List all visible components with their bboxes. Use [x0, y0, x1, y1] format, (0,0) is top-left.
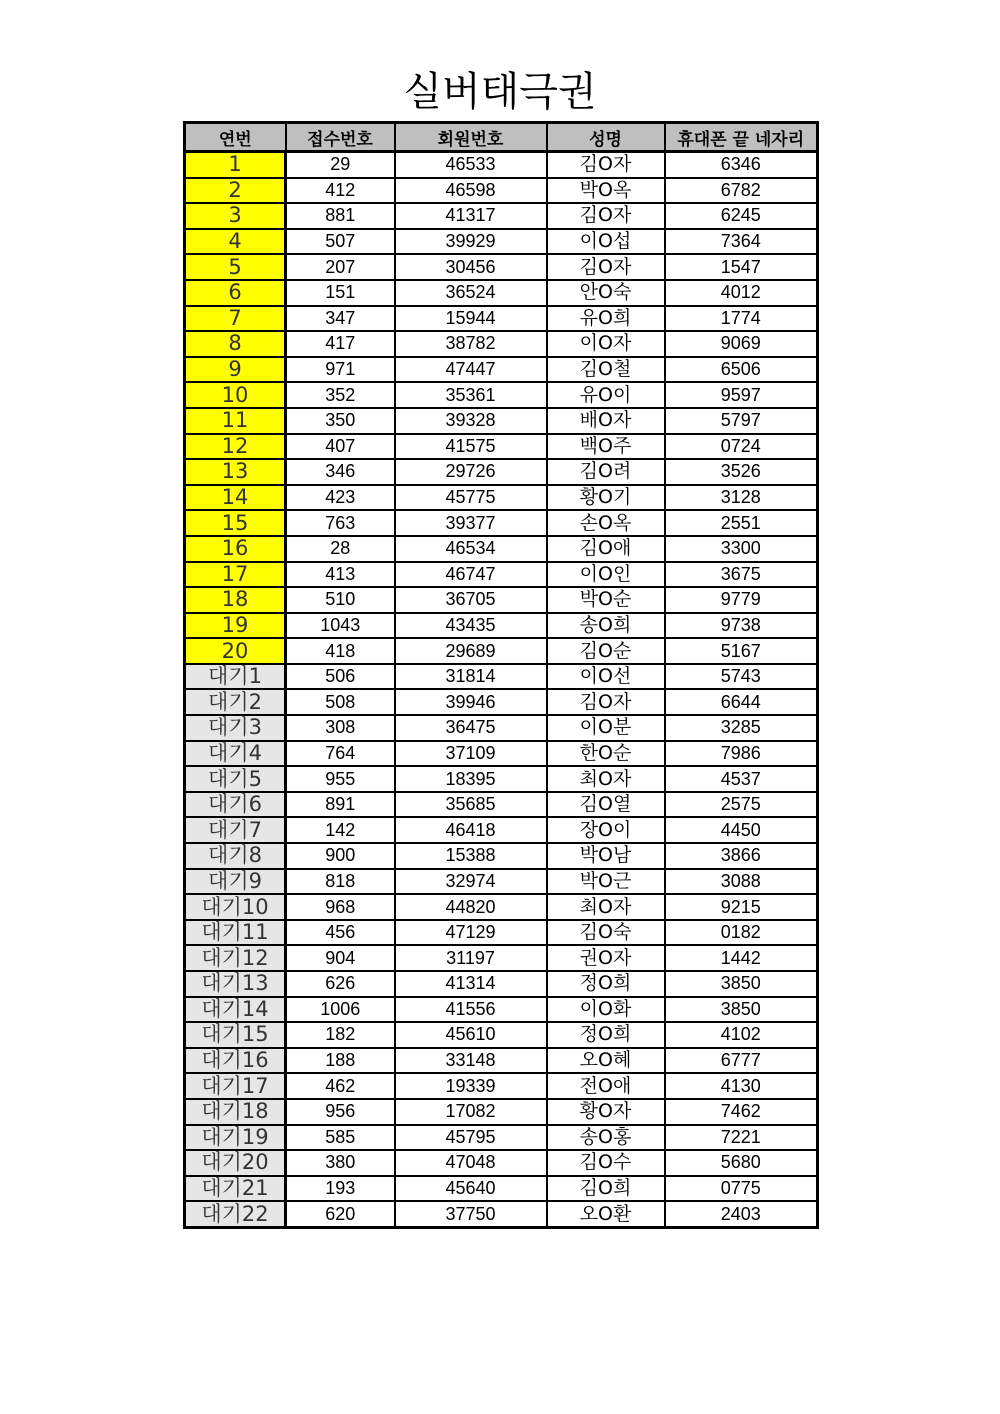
- cell-member-number: 41314: [395, 971, 547, 997]
- cell-seq: 16: [185, 536, 286, 562]
- cell-receipt-number: 352: [286, 382, 395, 408]
- cell-name: 박O순: [547, 587, 665, 613]
- cell-phone-last4: 3675: [665, 562, 818, 588]
- cell-receipt-number: 456: [286, 920, 395, 946]
- cell-receipt-number: 955: [286, 766, 395, 792]
- cell-seq: 13: [185, 459, 286, 485]
- cell-member-number: 47447: [395, 357, 547, 383]
- cell-name: 김O자: [547, 152, 665, 178]
- cell-seq: 대기14: [185, 997, 286, 1023]
- cell-receipt-number: 763: [286, 510, 395, 536]
- cell-name: 이O자: [547, 331, 665, 357]
- cell-name: 이O선: [547, 664, 665, 690]
- cell-phone-last4: 6346: [665, 152, 818, 178]
- cell-member-number: 39929: [395, 229, 547, 255]
- table-row: [185, 152, 818, 178]
- table-row: [185, 203, 818, 229]
- cell-receipt-number: 142: [286, 817, 395, 843]
- cell-name: 김O수: [547, 1150, 665, 1176]
- cell-name: 김O숙: [547, 920, 665, 946]
- table-row: [185, 536, 818, 562]
- cell-seq: 대기5: [185, 766, 286, 792]
- cell-phone-last4: 5680: [665, 1150, 818, 1176]
- cell-receipt-number: 29: [286, 152, 395, 178]
- cell-phone-last4: 2575: [665, 792, 818, 818]
- cell-member-number: 46747: [395, 562, 547, 588]
- cell-receipt-number: 1043: [286, 613, 395, 639]
- cell-phone-last4: 7364: [665, 229, 818, 255]
- cell-seq: 대기4: [185, 741, 286, 767]
- cell-name: 박O옥: [547, 178, 665, 204]
- cell-seq: 8: [185, 331, 286, 357]
- cell-name: 유O희: [547, 306, 665, 332]
- cell-receipt-number: 182: [286, 1022, 395, 1048]
- cell-receipt-number: 462: [286, 1073, 395, 1099]
- cell-member-number: 37109: [395, 741, 547, 767]
- cell-member-number: 43435: [395, 613, 547, 639]
- table-row: [185, 459, 818, 485]
- cell-seq: 대기9: [185, 869, 286, 895]
- cell-member-number: 45610: [395, 1022, 547, 1048]
- cell-name: 김O자: [547, 203, 665, 229]
- cell-member-number: 36524: [395, 280, 547, 306]
- cell-receipt-number: 417: [286, 331, 395, 357]
- cell-name: 오O혜: [547, 1048, 665, 1074]
- table-row: [185, 1201, 818, 1227]
- cell-name: 박O근: [547, 869, 665, 895]
- table-row: [185, 1022, 818, 1048]
- cell-phone-last4: 7986: [665, 741, 818, 767]
- cell-phone-last4: 1547: [665, 254, 818, 280]
- cell-seq: 대기17: [185, 1073, 286, 1099]
- table-row: [185, 1150, 818, 1176]
- cell-seq: 5: [185, 254, 286, 280]
- cell-seq: 대기22: [185, 1201, 286, 1227]
- cell-member-number: 39328: [395, 408, 547, 434]
- cell-phone-last4: 5797: [665, 408, 818, 434]
- cell-name: 김O자: [547, 254, 665, 280]
- cell-member-number: 31197: [395, 945, 547, 971]
- table-row: [185, 434, 818, 460]
- cell-name: 최O자: [547, 894, 665, 920]
- cell-seq: 대기15: [185, 1022, 286, 1048]
- table-row: [185, 894, 818, 920]
- cell-name: 김O순: [547, 638, 665, 664]
- table-row: [185, 971, 818, 997]
- cell-seq: 15: [185, 510, 286, 536]
- cell-name: 김O자: [547, 689, 665, 715]
- cell-receipt-number: 620: [286, 1201, 395, 1227]
- table-row: [185, 1048, 818, 1074]
- cell-seq: 4: [185, 229, 286, 255]
- cell-member-number: 39377: [395, 510, 547, 536]
- cell-seq: 대기2: [185, 689, 286, 715]
- cell-seq: 6: [185, 280, 286, 306]
- cell-member-number: 45795: [395, 1125, 547, 1151]
- cell-member-number: 19339: [395, 1073, 547, 1099]
- cell-member-number: 36705: [395, 587, 547, 613]
- cell-member-number: 15944: [395, 306, 547, 332]
- cell-phone-last4: 6506: [665, 357, 818, 383]
- cell-seq: 대기20: [185, 1150, 286, 1176]
- cell-phone-last4: 2403: [665, 1201, 818, 1227]
- cell-seq: 10: [185, 382, 286, 408]
- cell-receipt-number: 308: [286, 715, 395, 741]
- table-row: [185, 254, 818, 280]
- table-row: [185, 613, 818, 639]
- table-row: [185, 1099, 818, 1125]
- cell-name: 김O열: [547, 792, 665, 818]
- cell-receipt-number: 508: [286, 689, 395, 715]
- cell-receipt-number: 207: [286, 254, 395, 280]
- cell-receipt-number: 418: [286, 638, 395, 664]
- cell-receipt-number: 506: [286, 664, 395, 690]
- cell-name: 정O희: [547, 1022, 665, 1048]
- cell-receipt-number: 151: [286, 280, 395, 306]
- cell-phone-last4: 0724: [665, 434, 818, 460]
- cell-name: 최O자: [547, 766, 665, 792]
- cell-name: 이O분: [547, 715, 665, 741]
- header-row: [185, 123, 818, 152]
- cell-phone-last4: 6782: [665, 178, 818, 204]
- cell-seq: 대기12: [185, 945, 286, 971]
- table-header: [185, 123, 818, 152]
- cell-member-number: 32974: [395, 869, 547, 895]
- cell-member-number: 41575: [395, 434, 547, 460]
- cell-receipt-number: 818: [286, 869, 395, 895]
- cell-member-number: 17082: [395, 1099, 547, 1125]
- table-row: [185, 869, 818, 895]
- cell-member-number: 15388: [395, 843, 547, 869]
- cell-receipt-number: 968: [286, 894, 395, 920]
- table-row: [185, 766, 818, 792]
- cell-member-number: 37750: [395, 1201, 547, 1227]
- cell-seq: 20: [185, 638, 286, 664]
- cell-member-number: 46534: [395, 536, 547, 562]
- cell-receipt-number: 423: [286, 485, 395, 511]
- cell-member-number: 29726: [395, 459, 547, 485]
- cell-seq: 18: [185, 587, 286, 613]
- cell-receipt-number: 900: [286, 843, 395, 869]
- table-row: [185, 945, 818, 971]
- cell-member-number: 29689: [395, 638, 547, 664]
- cell-receipt-number: 413: [286, 562, 395, 588]
- cell-receipt-number: 346: [286, 459, 395, 485]
- cell-phone-last4: 4450: [665, 817, 818, 843]
- cell-phone-last4: 5167: [665, 638, 818, 664]
- cell-receipt-number: 510: [286, 587, 395, 613]
- cell-receipt-number: 891: [286, 792, 395, 818]
- cell-seq: 19: [185, 613, 286, 639]
- cell-seq: 12: [185, 434, 286, 460]
- cell-name: 안O숙: [547, 280, 665, 306]
- table-row: [185, 229, 818, 255]
- table-row: [185, 689, 818, 715]
- cell-seq: 대기8: [185, 843, 286, 869]
- cell-receipt-number: 28: [286, 536, 395, 562]
- cell-seq: 대기11: [185, 920, 286, 946]
- cell-seq: 9: [185, 357, 286, 383]
- header-phone-last4: 휴대폰 끝 네자리: [665, 123, 818, 152]
- cell-seq: 대기18: [185, 1099, 286, 1125]
- cell-phone-last4: 9069: [665, 331, 818, 357]
- cell-seq: 17: [185, 562, 286, 588]
- cell-phone-last4: 1774: [665, 306, 818, 332]
- table-row: [185, 280, 818, 306]
- cell-phone-last4: 3850: [665, 971, 818, 997]
- cell-name: 배O자: [547, 408, 665, 434]
- cell-member-number: 47048: [395, 1150, 547, 1176]
- cell-phone-last4: 4537: [665, 766, 818, 792]
- cell-receipt-number: 347: [286, 306, 395, 332]
- cell-phone-last4: 9779: [665, 587, 818, 613]
- cell-member-number: 46418: [395, 817, 547, 843]
- cell-phone-last4: 3300: [665, 536, 818, 562]
- cell-name: 이O섭: [547, 229, 665, 255]
- cell-seq: 대기6: [185, 792, 286, 818]
- cell-member-number: 36475: [395, 715, 547, 741]
- table-row: [185, 715, 818, 741]
- cell-phone-last4: 4102: [665, 1022, 818, 1048]
- cell-name: 황O기: [547, 485, 665, 511]
- cell-member-number: 44820: [395, 894, 547, 920]
- table-row: [185, 1125, 818, 1151]
- cell-member-number: 30456: [395, 254, 547, 280]
- cell-phone-last4: 3285: [665, 715, 818, 741]
- cell-phone-last4: 3088: [665, 869, 818, 895]
- cell-receipt-number: 188: [286, 1048, 395, 1074]
- cell-member-number: 45775: [395, 485, 547, 511]
- table-row: [185, 843, 818, 869]
- cell-receipt-number: 380: [286, 1150, 395, 1176]
- cell-receipt-number: 956: [286, 1099, 395, 1125]
- cell-phone-last4: 9738: [665, 613, 818, 639]
- header-seq: 연번: [185, 123, 286, 152]
- cell-member-number: 47129: [395, 920, 547, 946]
- cell-seq: 대기3: [185, 715, 286, 741]
- cell-phone-last4: 4012: [665, 280, 818, 306]
- cell-name: 정O희: [547, 971, 665, 997]
- cell-name: 김O희: [547, 1176, 665, 1202]
- cell-phone-last4: 9215: [665, 894, 818, 920]
- cell-seq: 대기13: [185, 971, 286, 997]
- cell-receipt-number: 193: [286, 1176, 395, 1202]
- table-row: [185, 587, 818, 613]
- table-row: [185, 792, 818, 818]
- header-name: 성명: [547, 123, 665, 152]
- cell-receipt-number: 350: [286, 408, 395, 434]
- table-row: [185, 741, 818, 767]
- cell-phone-last4: 6777: [665, 1048, 818, 1074]
- cell-receipt-number: 626: [286, 971, 395, 997]
- cell-seq: 1: [185, 152, 286, 178]
- cell-phone-last4: 0182: [665, 920, 818, 946]
- cell-seq: 대기10: [185, 894, 286, 920]
- cell-name: 박O남: [547, 843, 665, 869]
- cell-name: 전O애: [547, 1073, 665, 1099]
- header-receipt-number: 접수번호: [286, 123, 395, 152]
- cell-name: 김O려: [547, 459, 665, 485]
- cell-seq: 2: [185, 178, 286, 204]
- cell-seq: 대기21: [185, 1176, 286, 1202]
- cell-member-number: 35361: [395, 382, 547, 408]
- cell-phone-last4: 4130: [665, 1073, 818, 1099]
- roster-table: [183, 121, 819, 1229]
- cell-seq: 대기16: [185, 1048, 286, 1074]
- cell-phone-last4: 9597: [665, 382, 818, 408]
- cell-receipt-number: 585: [286, 1125, 395, 1151]
- table-row: [185, 408, 818, 434]
- cell-member-number: 39946: [395, 689, 547, 715]
- cell-name: 김O애: [547, 536, 665, 562]
- table-row: [185, 485, 818, 511]
- cell-receipt-number: 1006: [286, 997, 395, 1023]
- cell-member-number: 31814: [395, 664, 547, 690]
- cell-name: 송O홍: [547, 1125, 665, 1151]
- cell-phone-last4: 0775: [665, 1176, 818, 1202]
- cell-receipt-number: 407: [286, 434, 395, 460]
- cell-seq: 11: [185, 408, 286, 434]
- cell-name: 백O주: [547, 434, 665, 460]
- cell-phone-last4: 6245: [665, 203, 818, 229]
- cell-phone-last4: 5743: [665, 664, 818, 690]
- cell-seq: 3: [185, 203, 286, 229]
- cell-seq: 7: [185, 306, 286, 332]
- cell-phone-last4: 2551: [665, 510, 818, 536]
- cell-member-number: 41556: [395, 997, 547, 1023]
- cell-receipt-number: 881: [286, 203, 395, 229]
- cell-name: 장O이: [547, 817, 665, 843]
- table-row: [185, 920, 818, 946]
- cell-phone-last4: 3128: [665, 485, 818, 511]
- cell-member-number: 41317: [395, 203, 547, 229]
- cell-phone-last4: 1442: [665, 945, 818, 971]
- table-row: [185, 331, 818, 357]
- cell-seq: 14: [185, 485, 286, 511]
- cell-name: 오O환: [547, 1201, 665, 1227]
- cell-seq: 대기1: [185, 664, 286, 690]
- cell-phone-last4: 6644: [665, 689, 818, 715]
- cell-receipt-number: 764: [286, 741, 395, 767]
- table-row: [185, 638, 818, 664]
- cell-name: 권O자: [547, 945, 665, 971]
- cell-name: 황O자: [547, 1099, 665, 1125]
- cell-receipt-number: 412: [286, 178, 395, 204]
- table-row: [185, 817, 818, 843]
- cell-name: 이O인: [547, 562, 665, 588]
- table-row: [185, 382, 818, 408]
- table-row: [185, 997, 818, 1023]
- cell-receipt-number: 971: [286, 357, 395, 383]
- cell-member-number: 45640: [395, 1176, 547, 1202]
- cell-name: 손O옥: [547, 510, 665, 536]
- cell-seq: 대기7: [185, 817, 286, 843]
- cell-receipt-number: 507: [286, 229, 395, 255]
- cell-member-number: 38782: [395, 331, 547, 357]
- cell-member-number: 46598: [395, 178, 547, 204]
- table-row: [185, 178, 818, 204]
- header-member-number: 회원번호: [395, 123, 547, 152]
- cell-name: 한O순: [547, 741, 665, 767]
- cell-seq: 대기19: [185, 1125, 286, 1151]
- cell-phone-last4: 3526: [665, 459, 818, 485]
- table-body: [185, 152, 818, 1228]
- cell-phone-last4: 3866: [665, 843, 818, 869]
- cell-name: 송O희: [547, 613, 665, 639]
- cell-name: 김O철: [547, 357, 665, 383]
- cell-phone-last4: 7221: [665, 1125, 818, 1151]
- cell-phone-last4: 3850: [665, 997, 818, 1023]
- cell-receipt-number: 904: [286, 945, 395, 971]
- cell-name: 이O화: [547, 997, 665, 1023]
- table-row: [185, 357, 818, 383]
- table-row: [185, 1073, 818, 1099]
- table-row: [185, 1176, 818, 1202]
- table-row: [185, 510, 818, 536]
- table-row: [185, 562, 818, 588]
- cell-member-number: 35685: [395, 792, 547, 818]
- cell-member-number: 18395: [395, 766, 547, 792]
- cell-phone-last4: 7462: [665, 1099, 818, 1125]
- cell-member-number: 33148: [395, 1048, 547, 1074]
- cell-member-number: 46533: [395, 152, 547, 178]
- cell-name: 유O이: [547, 382, 665, 408]
- page-title: 실버태극권: [403, 69, 597, 115]
- table-row: [185, 664, 818, 690]
- table-row: [185, 306, 818, 332]
